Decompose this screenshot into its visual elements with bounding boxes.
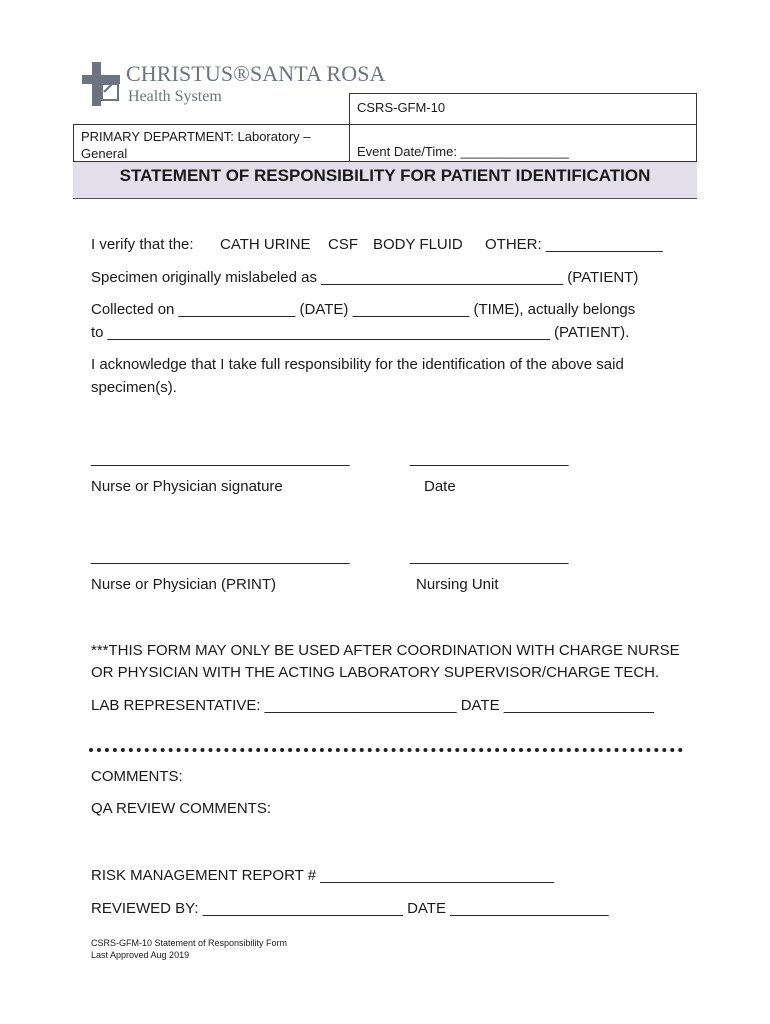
acknowledge-text-1: I acknowledge that I take full responsibility for the identification of the above said <box>91 356 624 373</box>
risk-management-report-field[interactable]: RISK MANAGEMENT REPORT # ____________________________ <box>91 867 554 884</box>
lab-representative-field[interactable]: LAB REPRESENTATIVE: _______________________ DATE __________________ <box>91 697 654 714</box>
qa-review-comments-label: QA REVIEW COMMENTS: <box>91 800 272 817</box>
form-code: CSRS-GFM-10 <box>357 100 446 115</box>
collected-line-2[interactable]: to _____________________________________________________ (PATIENT). <box>91 324 630 341</box>
comments-label: COMMENTS: <box>91 768 183 785</box>
department-text: PRIMARY DEPARTMENT: Laboratory – General <box>81 129 311 161</box>
nursing-unit-line[interactable]: ___________________ <box>410 548 569 565</box>
signature-line[interactable]: _______________________________ <box>91 450 350 467</box>
option-cath-urine[interactable]: CATH URINE <box>220 236 311 253</box>
acknowledge-text-2: specimen(s). <box>91 379 177 396</box>
cross-logo-icon <box>80 60 124 110</box>
signature-label: Nurse or Physician signature <box>91 478 283 495</box>
date-label: Date <box>424 478 456 495</box>
dotted-divider <box>89 748 683 752</box>
nursing-unit-label: Nursing Unit <box>416 576 499 593</box>
christus-logo <box>80 60 386 112</box>
print-name-line[interactable]: _______________________________ <box>91 548 350 565</box>
collected-line-1[interactable]: Collected on ______________ (DATE) ______________ (TIME), actually belongs <box>91 301 636 318</box>
department-box <box>73 124 350 162</box>
event-datetime-box[interactable] <box>349 124 697 162</box>
logo-subtitle: Health System <box>128 88 222 105</box>
option-other-field[interactable]: OTHER: ______________ <box>485 236 663 253</box>
form-title-bar <box>73 162 697 199</box>
signature-date-line[interactable]: ___________________ <box>410 450 569 467</box>
mislabeled-patient-field[interactable]: Specimen originally mislabeled as _____________________________ (PATIENT) <box>91 269 639 286</box>
form-code-box <box>349 93 697 125</box>
footer-approval-date: Last Approved Aug 2019 <box>91 950 190 960</box>
verify-prefix: I verify that the: <box>91 236 194 253</box>
option-body-fluid[interactable]: BODY FLUID <box>373 236 463 253</box>
notice-text-2: OR PHYSICIAN WITH THE ACTING LABORATORY SUPERVISOR/CHARGE TECH. <box>91 664 660 681</box>
reviewed-by-field[interactable]: REVIEWED BY: ________________________ DATE ___________________ <box>91 900 609 917</box>
form-title: STATEMENT OF RESPONSIBILITY FOR PATIENT IDENTIFICATION <box>119 166 651 185</box>
print-label: Nurse or Physician (PRINT) <box>91 576 277 593</box>
notice-text-1: ***THIS FORM MAY ONLY BE USED AFTER COORDINATION WITH CHARGE NURSE <box>91 642 680 659</box>
footer-form-name: CSRS-GFM-10 Statement of Responsibility Form <box>91 938 288 948</box>
event-datetime-field[interactable]: Event Date/Time: _______________ <box>357 144 570 159</box>
option-csf[interactable]: CSF <box>328 236 358 253</box>
logo-wordmark: CHRISTUS®SANTA ROSA <box>126 61 386 86</box>
